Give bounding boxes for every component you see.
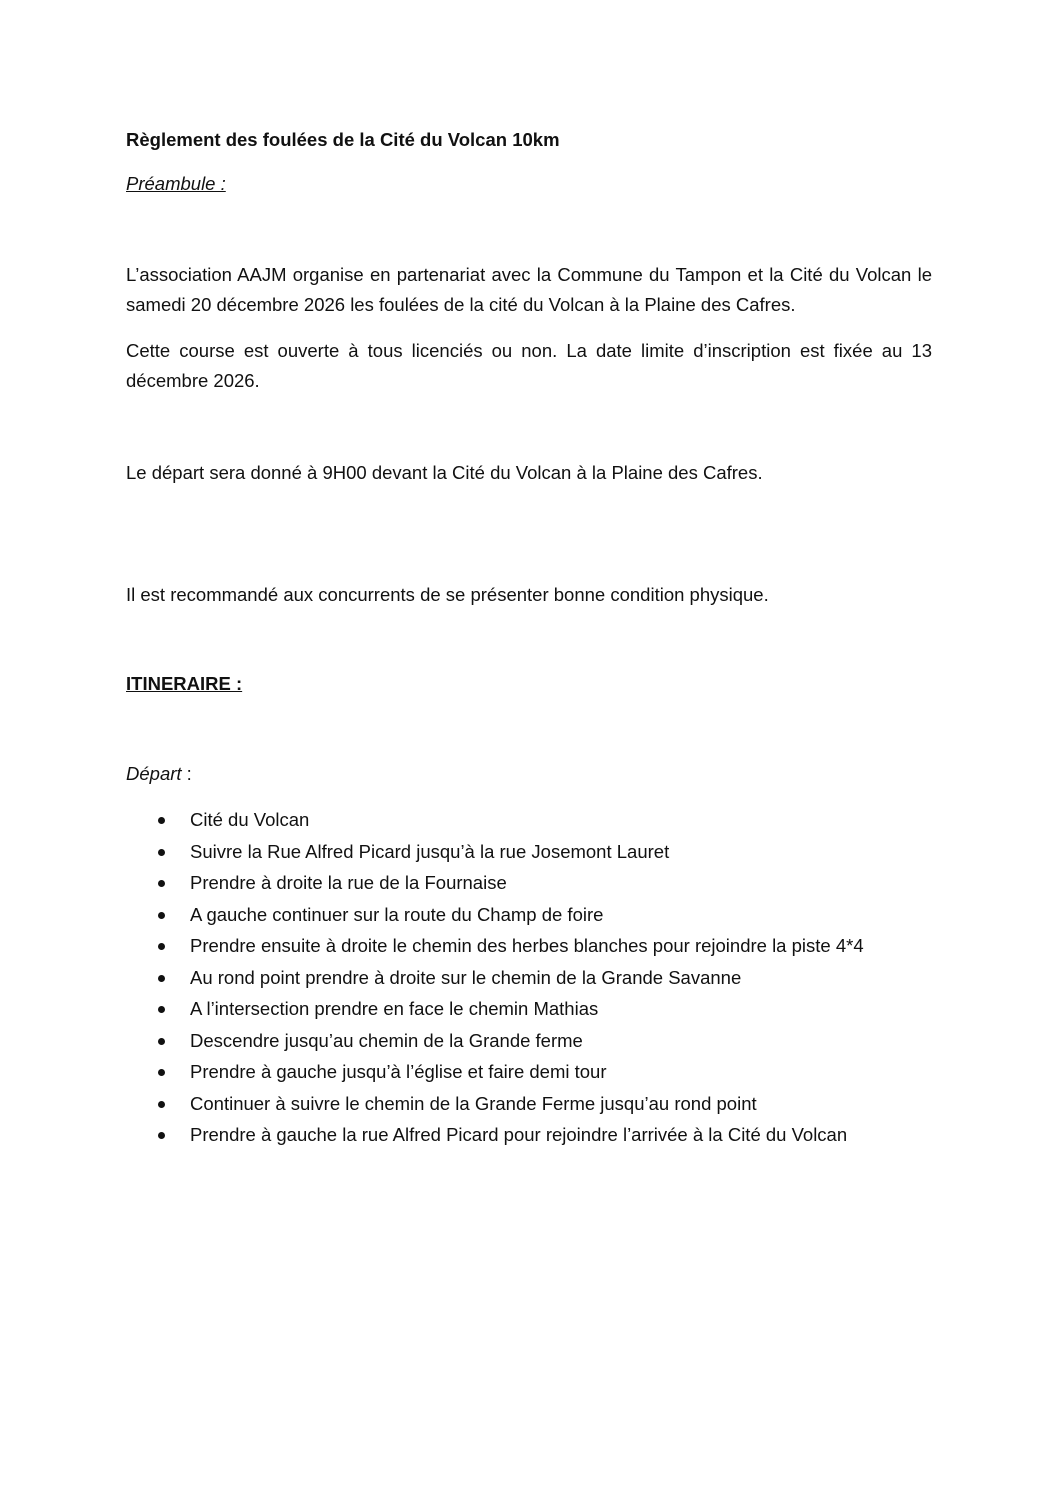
route-step-text: A gauche continuer sur la route du Champ de foire [190,903,604,925]
list-item [126,932,932,961]
list-item [126,1058,932,1087]
list-item [126,838,932,867]
paragraph-registration: Cette course est ouverte à tous licenciés ou non. La date limite d’inscription est fixée au 13 décembre 2026. [126,340,932,391]
bullet-icon [158,849,165,856]
route-step-text: Prendre à gauche la rue Alfred Picard pour rejoindre l’arrivée à la Cité du Volcan [190,1124,848,1145]
list-item [126,869,932,898]
bullet-icon [158,912,165,919]
route-step-text: Suivre la Rue Alfred Picard jusqu’à la rue Josemont Lauret [190,840,670,862]
depart-heading [126,760,932,788]
bullet-icon [158,1038,165,1045]
bullet-icon [158,1069,165,1076]
list-item [126,995,932,1024]
bullet-icon [158,943,165,950]
itinerary-heading: ITINERAIRE : [126,673,243,694]
list-item [126,1090,932,1119]
route-step-text: Prendre ensuite à droite le chemin des herbes blanches pour rejoindre la piste 4*4 [190,935,864,956]
list-item [126,1121,932,1150]
bullet-icon [158,880,165,887]
bullet-icon [158,1101,165,1108]
preamble-label: Préambule : [126,173,226,194]
route-step-text: Cité du Volcan [190,809,310,830]
route-step-text: Prendre à droite la rue de la Fournaise [190,872,507,893]
document-content [126,126,932,1153]
route-step-text: Au rond point prendre à droite sur le chemin de la Grande Savanne [190,966,742,988]
list-item [126,806,932,835]
document-title: Règlement des foulées de la Cité du Volcan 10km [126,129,560,150]
bullet-icon [158,1006,165,1013]
bullet-icon [158,975,165,982]
route-steps-list [126,806,932,1150]
list-item [126,964,932,993]
list-item [126,901,932,930]
paragraph-organisation: L’association AAJM organise en partenariat avec la Commune du Tampon et la Cité du Volcan le samedi 20 décembre 2026 les foulées de la cité du Volcan à la Plaine des Cafres. [126,264,932,315]
paragraph-start: Le départ sera donné à 9H00 devant la Cité du Volcan à la Plaine des Cafres. [126,462,763,483]
list-item [126,1027,932,1056]
route-step-text: Descendre jusqu’au chemin de la Grande ferme [190,1029,583,1051]
bullet-icon [158,1132,165,1139]
depart-label: Départ [126,763,182,784]
route-step-text: Continuer à suivre le chemin de la Grande Ferme jusqu’au rond point [190,1092,757,1114]
route-step-text: Prendre à gauche jusqu’à l’église et faire demi tour [190,1061,607,1082]
bullet-icon [158,817,165,824]
route-step-text: A l’intersection prendre en face le chemin Mathias [190,998,599,1019]
depart-suffix: : [181,763,192,784]
paragraph-fitness: Il est recommandé aux concurrents de se présenter bonne condition physique. [126,584,769,605]
